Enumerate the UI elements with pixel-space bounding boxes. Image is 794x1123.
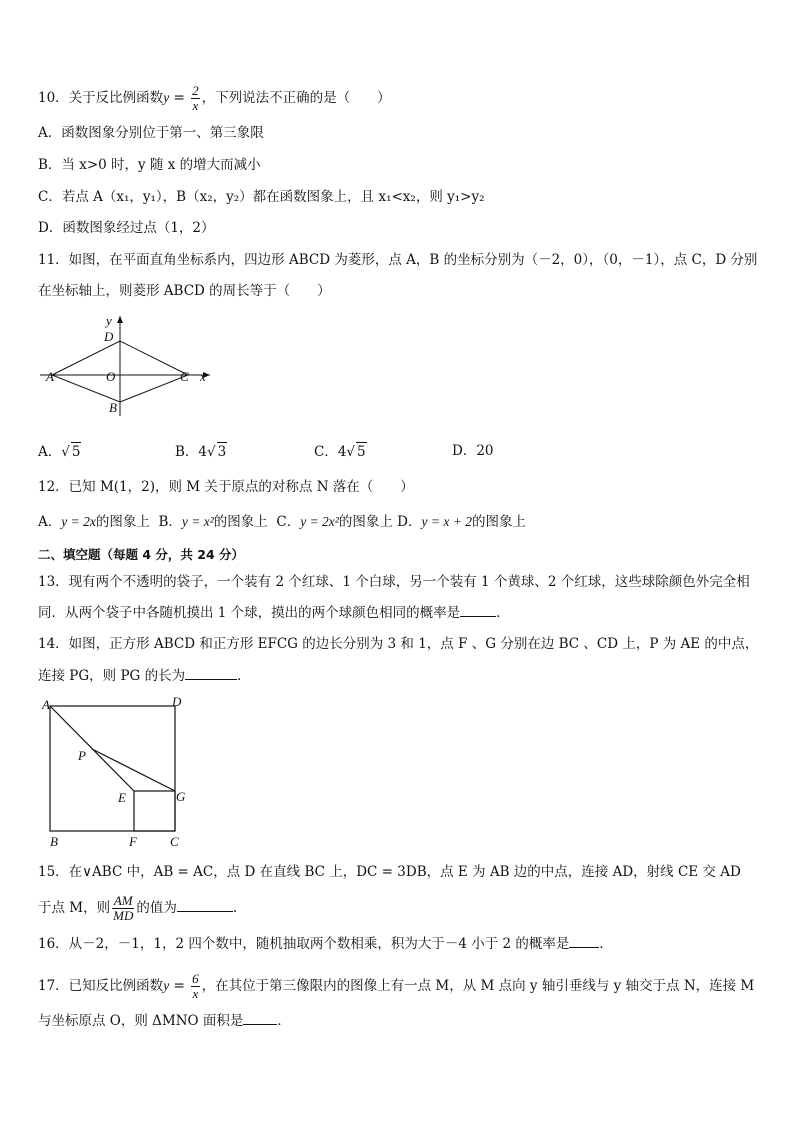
label-y-axis: y xyxy=(106,313,112,328)
label-point-e: E xyxy=(118,790,126,805)
q11-option-d: D．20 xyxy=(452,443,494,459)
q11-option-b-radicand: 3 xyxy=(217,444,227,460)
q12-option-c-label: C． xyxy=(276,514,301,530)
q13-line2-text: 同．从两个袋子中各随机摸出 1 个球，摸出的两个球颜色相同的概率是 xyxy=(38,605,461,621)
q17-eq: = xyxy=(169,978,190,994)
q10-func-y: y xyxy=(163,90,170,105)
q15-line2-pre: 于点 M，则 xyxy=(38,900,111,916)
y-axis-arrow-icon xyxy=(117,316,123,323)
q12-option-b-eq: y = x² xyxy=(181,514,214,529)
q10-frac-num: 2 xyxy=(192,83,199,98)
q15-line2-end: . xyxy=(232,900,238,916)
section-title-fill-in: 二、填空题（每题 4 分，共 24 分） xyxy=(38,547,245,562)
q15-frac-num: AM xyxy=(113,893,133,908)
q16-stem xyxy=(38,935,613,953)
label-x-axis: x xyxy=(200,369,206,384)
q12-option-d-label: D． xyxy=(397,514,422,530)
q17-frac-num: 6 xyxy=(192,971,199,986)
label-point-d: D xyxy=(104,329,114,344)
q12-option-c-tail: 的图象上 xyxy=(338,514,393,530)
q10-option-d: D．函数图象经过点（1，2） xyxy=(38,220,215,236)
q14-line2-end: ． xyxy=(237,668,251,684)
q12-stem: 12．已知 M(1，2)，则 M 关于原点的对称点 N 落在（ ） xyxy=(38,479,414,495)
q11-option-b: B．4√ 3 xyxy=(175,444,227,460)
q13-line1: 13．现有两个不透明的袋子，一个装有 2 个红球、1 个白球，另一个装有 1 个黄球、2 个红球，这些球除颜色外完全相 xyxy=(38,574,750,590)
q12-option-c-eq: y = 2x² xyxy=(300,514,339,529)
q11-option-a-radicand: 5 xyxy=(71,444,81,460)
q10-eq: = xyxy=(169,90,190,106)
q13-line2-end: ． xyxy=(496,605,510,621)
q11-option-a: A．√ 5 xyxy=(38,444,81,460)
segment-ae xyxy=(50,706,134,791)
q15-frac-den: MD xyxy=(113,908,134,923)
q12-option-b-tail: 的图象上 xyxy=(213,514,268,530)
q10-prefix: 10．关于反比例函数 xyxy=(38,90,164,106)
q11-rhombus-figure xyxy=(38,312,238,422)
label-point-c: C xyxy=(170,834,179,849)
q10-option-b: B．当 x>0 时，y 随 x 的增大而减小 xyxy=(38,157,261,173)
label-point-a: A xyxy=(46,369,54,384)
q17-line2-end: ． xyxy=(277,1013,291,1029)
q17-answer-blank[interactable] xyxy=(243,1012,277,1025)
q17-suffix: ，在其位于第三像限内的图像上有一点 M，从 M 点向 y 轴引垂线与 y 轴交于点 N，连接 M xyxy=(201,978,755,994)
q12-option-a-eq: y = 2x xyxy=(61,514,96,529)
label-point-c: C xyxy=(180,369,189,384)
q12-option-a-tail: 的图象上 xyxy=(95,514,150,530)
q14-line2 xyxy=(38,667,251,685)
q16-answer-blank[interactable] xyxy=(569,935,599,948)
q17-line2 xyxy=(38,1012,291,1030)
q16-text: 16．从－2，－1，1，2 四个数中，随机抽取两个数相乘，积为大于－4 小于 2 的概率是 xyxy=(38,936,570,952)
label-origin-o: O xyxy=(106,369,116,384)
q10-suffix: ，下列说法不正确的是（ ） xyxy=(201,90,391,106)
q13-answer-blank[interactable] xyxy=(460,604,496,617)
label-point-f: F xyxy=(129,834,137,849)
label-point-b: B xyxy=(109,400,117,415)
label-point-b: B xyxy=(50,834,58,849)
q17-fraction xyxy=(191,972,200,1001)
q11-line2: 在坐标轴上，则菱形 ABCD 的周长等于（ ） xyxy=(38,283,331,299)
q10-stem xyxy=(38,84,391,113)
q14-line2-text: 连接 PG，则 PG 的长为 xyxy=(38,668,186,684)
q12-option-d-eq: y = x + 2 xyxy=(421,514,472,529)
q15-answer-blank[interactable] xyxy=(177,899,233,912)
label-point-p: P xyxy=(78,748,86,763)
q16-end: ． xyxy=(599,936,613,952)
q11-option-c: C．4√ 5 xyxy=(314,444,366,460)
q17-func-y: y xyxy=(163,978,170,993)
q10-option-c: C．若点 A（x₁，y₁），B（x₂，y₂）都在函数图象上，且 x₁<x₂，则 y₁>y₂ xyxy=(38,189,485,205)
q10-frac-den: x xyxy=(192,98,199,113)
q15-fraction xyxy=(112,894,134,923)
q15-line2-post: 的值为 xyxy=(136,900,177,916)
q10-fraction xyxy=(191,84,200,113)
q10-option-a: A．函数图象分别位于第一、第三象限 xyxy=(38,125,264,141)
label-point-g: G xyxy=(176,789,186,804)
q12-option-a-label: A． xyxy=(38,514,62,530)
square-efcg xyxy=(134,791,175,831)
label-point-a: A xyxy=(42,697,50,712)
q17-line1 xyxy=(38,972,754,1001)
q17-frac-den: x xyxy=(192,986,199,1001)
q17-line2-text: 与坐标原点 O，则 ΔMNO 面积是 xyxy=(38,1013,244,1029)
q14-squares-figure xyxy=(38,694,198,854)
q17-prefix: 17．已知反比例函数 xyxy=(38,978,164,994)
q15-line2 xyxy=(38,894,237,923)
q12-option-d-tail: 的图象上 xyxy=(471,514,526,530)
label-point-d: D xyxy=(172,694,182,709)
q11-line1: 11．如图，在平面直角坐标系内，四边形 ABCD 为菱形，点 A，B 的坐标分别为（－2，0），（0，－1），点 C，D 分别 xyxy=(38,252,758,268)
q11-option-c-label: C．4 xyxy=(314,444,347,460)
q12-options xyxy=(38,513,526,531)
q13-line2 xyxy=(38,604,510,622)
q14-answer-blank[interactable] xyxy=(185,667,237,680)
segment-pg xyxy=(92,749,175,791)
q15-line1: 15．在∨ABC 中，AB = AC，点 D 在直线 BC 上，DC = 3DB，点 E 为 AB 边的中点，连接 AD，射线 CE 交 AD xyxy=(38,864,741,880)
q11-option-c-radicand: 5 xyxy=(357,444,366,460)
q12-option-b-label: B． xyxy=(158,514,182,530)
q11-option-b-label: B．4 xyxy=(175,444,208,460)
q14-line1: 14．如图，正方形 ABCD 和正方形 EFCG 的边长分别为 3 和 1，点 F 、G 分别在边 BC 、CD 上，P 为 AE 的中点， xyxy=(38,636,759,652)
q11-option-a-label: A． xyxy=(38,444,62,460)
